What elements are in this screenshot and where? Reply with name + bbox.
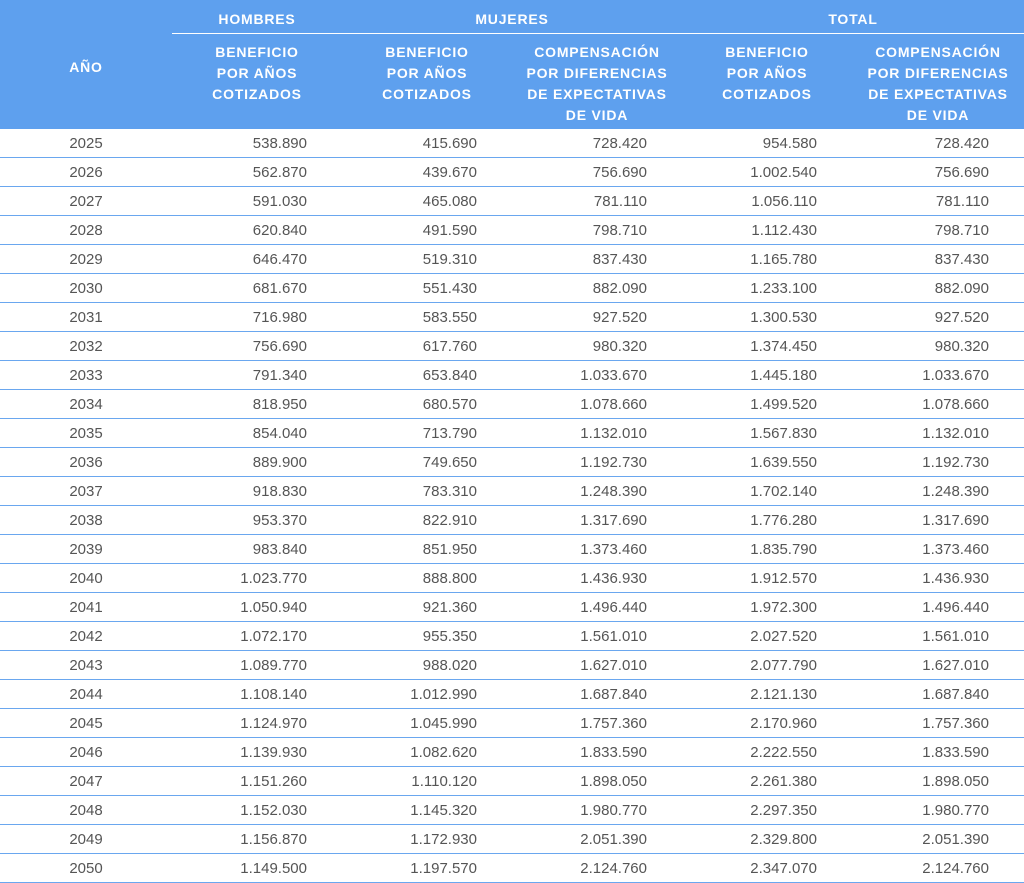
cell-men-benefit: 538.890 xyxy=(172,129,342,158)
cell-year: 2047 xyxy=(0,767,172,796)
cell-women-compensation: 1.192.730 xyxy=(512,448,682,477)
cell-total-compensation: 1.078.660 xyxy=(852,390,1024,419)
cell-year: 2049 xyxy=(0,825,172,854)
cell-women-compensation: 1.496.440 xyxy=(512,593,682,622)
table-row xyxy=(0,187,1024,216)
table-row xyxy=(0,767,1024,796)
cell-year: 2028 xyxy=(0,216,172,245)
cell-total-compensation: 882.090 xyxy=(852,274,1024,303)
cell-total-benefit: 2.261.380 xyxy=(682,767,852,796)
cell-men-benefit: 1.072.170 xyxy=(172,622,342,651)
cell-men-benefit: 854.040 xyxy=(172,419,342,448)
cell-year: 2044 xyxy=(0,680,172,709)
cell-total-benefit: 1.002.540 xyxy=(682,158,852,187)
table-row xyxy=(0,477,1024,506)
cell-year: 2048 xyxy=(0,796,172,825)
cell-women-compensation: 980.320 xyxy=(512,332,682,361)
cell-women-benefit: 415.690 xyxy=(342,129,512,158)
cell-women-compensation: 1.561.010 xyxy=(512,622,682,651)
cell-men-benefit: 716.980 xyxy=(172,303,342,332)
cell-total-compensation: 798.710 xyxy=(852,216,1024,245)
cell-women-compensation: 798.710 xyxy=(512,216,682,245)
cell-total-compensation: 980.320 xyxy=(852,332,1024,361)
table-header xyxy=(0,0,1024,129)
table-row xyxy=(0,709,1024,738)
cell-year: 2037 xyxy=(0,477,172,506)
cell-men-benefit: 1.108.140 xyxy=(172,680,342,709)
cell-total-benefit: 1.056.110 xyxy=(682,187,852,216)
header-line: DE EXPECTATIVAS xyxy=(868,86,1008,102)
cell-total-benefit: 1.374.450 xyxy=(682,332,852,361)
table-row xyxy=(0,216,1024,245)
table-row xyxy=(0,245,1024,274)
cell-total-compensation: 1.248.390 xyxy=(852,477,1024,506)
header-line: POR AÑOS xyxy=(386,65,468,81)
cell-total-compensation: 756.690 xyxy=(852,158,1024,187)
table-row xyxy=(0,390,1024,419)
cell-women-compensation: 1.627.010 xyxy=(512,651,682,680)
cell-total-compensation: 781.110 xyxy=(852,187,1024,216)
cell-men-benefit: 889.900 xyxy=(172,448,342,477)
cell-women-compensation: 1.687.840 xyxy=(512,680,682,709)
cell-men-benefit: 1.124.970 xyxy=(172,709,342,738)
header-line: POR DIFERENCIAS xyxy=(867,65,1009,81)
cell-women-benefit: 465.080 xyxy=(342,187,512,216)
cell-total-compensation: 1.833.590 xyxy=(852,738,1024,767)
header-line: POR AÑOS xyxy=(216,65,298,81)
cell-women-compensation: 1.078.660 xyxy=(512,390,682,419)
header-line: BENEFICIO xyxy=(725,44,809,60)
header-divider xyxy=(172,33,1024,34)
cell-women-compensation: 781.110 xyxy=(512,187,682,216)
cell-women-benefit: 1.197.570 xyxy=(342,854,512,883)
cell-women-benefit: 617.760 xyxy=(342,332,512,361)
table-row xyxy=(0,622,1024,651)
cell-total-compensation: 927.520 xyxy=(852,303,1024,332)
cell-women-benefit: 439.670 xyxy=(342,158,512,187)
header-line: COTIZADOS xyxy=(722,86,812,102)
cell-women-benefit: 519.310 xyxy=(342,245,512,274)
cell-year: 2039 xyxy=(0,535,172,564)
cell-women-compensation: 1.132.010 xyxy=(512,419,682,448)
cell-total-benefit: 1.702.140 xyxy=(682,477,852,506)
column-header-women-compensation xyxy=(512,42,682,126)
cell-total-compensation: 1.373.460 xyxy=(852,535,1024,564)
cell-men-benefit: 791.340 xyxy=(172,361,342,390)
cell-women-benefit: 653.840 xyxy=(342,361,512,390)
cell-women-compensation: 927.520 xyxy=(512,303,682,332)
table-row xyxy=(0,535,1024,564)
group-header-men: HOMBRES xyxy=(218,11,296,27)
cell-total-benefit: 2.170.960 xyxy=(682,709,852,738)
cell-men-benefit: 983.840 xyxy=(172,535,342,564)
header-line: COMPENSACIÓN xyxy=(534,44,660,60)
cell-total-compensation: 1.898.050 xyxy=(852,767,1024,796)
cell-total-compensation: 1.627.010 xyxy=(852,651,1024,680)
header-line: DE VIDA xyxy=(565,107,629,123)
cell-men-benefit: 918.830 xyxy=(172,477,342,506)
cell-women-benefit: 988.020 xyxy=(342,651,512,680)
column-header-total-compensation xyxy=(852,42,1024,126)
cell-women-benefit: 921.360 xyxy=(342,593,512,622)
cell-men-benefit: 1.089.770 xyxy=(172,651,342,680)
cell-women-benefit: 955.350 xyxy=(342,622,512,651)
column-header-women-benefit xyxy=(342,42,512,105)
cell-total-compensation: 1.561.010 xyxy=(852,622,1024,651)
cell-year: 2045 xyxy=(0,709,172,738)
cell-men-benefit: 591.030 xyxy=(172,187,342,216)
cell-total-benefit: 1.112.430 xyxy=(682,216,852,245)
cell-women-compensation: 1.980.770 xyxy=(512,796,682,825)
cell-total-benefit: 1.300.530 xyxy=(682,303,852,332)
cell-year: 2025 xyxy=(0,129,172,158)
cell-men-benefit: 1.050.940 xyxy=(172,593,342,622)
cell-men-benefit: 1.139.930 xyxy=(172,738,342,767)
cell-women-compensation: 1.248.390 xyxy=(512,477,682,506)
cell-year: 2026 xyxy=(0,158,172,187)
cell-total-compensation: 2.051.390 xyxy=(852,825,1024,854)
cell-women-compensation: 1.898.050 xyxy=(512,767,682,796)
cell-men-benefit: 1.152.030 xyxy=(172,796,342,825)
group-header-total: TOTAL xyxy=(828,11,878,27)
cell-men-benefit: 1.156.870 xyxy=(172,825,342,854)
data-table xyxy=(0,129,1024,883)
cell-total-benefit: 1.972.300 xyxy=(682,593,852,622)
table-row xyxy=(0,158,1024,187)
cell-women-benefit: 680.570 xyxy=(342,390,512,419)
table-row xyxy=(0,593,1024,622)
cell-women-benefit: 1.012.990 xyxy=(342,680,512,709)
cell-total-compensation: 1.033.670 xyxy=(852,361,1024,390)
group-header-women: MUJERES xyxy=(475,11,549,27)
cell-total-benefit: 2.222.550 xyxy=(682,738,852,767)
table-row xyxy=(0,825,1024,854)
cell-total-compensation: 837.430 xyxy=(852,245,1024,274)
cell-year: 2035 xyxy=(0,419,172,448)
cell-total-compensation: 1.980.770 xyxy=(852,796,1024,825)
cell-total-benefit: 1.776.280 xyxy=(682,506,852,535)
cell-total-benefit: 1.835.790 xyxy=(682,535,852,564)
table-body xyxy=(0,129,1024,883)
cell-women-benefit: 851.950 xyxy=(342,535,512,564)
cell-women-benefit: 1.045.990 xyxy=(342,709,512,738)
cell-total-compensation: 1.436.930 xyxy=(852,564,1024,593)
cell-men-benefit: 1.023.770 xyxy=(172,564,342,593)
cell-total-benefit: 1.233.100 xyxy=(682,274,852,303)
cell-women-benefit: 1.110.120 xyxy=(342,767,512,796)
cell-women-benefit: 713.790 xyxy=(342,419,512,448)
column-header-total-benefit xyxy=(682,42,852,105)
header-line: COMPENSACIÓN xyxy=(875,44,1001,60)
cell-women-benefit: 783.310 xyxy=(342,477,512,506)
cell-total-benefit: 1.499.520 xyxy=(682,390,852,419)
table-row xyxy=(0,332,1024,361)
cell-total-benefit: 1.912.570 xyxy=(682,564,852,593)
table-row xyxy=(0,651,1024,680)
cell-women-compensation: 1.373.460 xyxy=(512,535,682,564)
table-row xyxy=(0,361,1024,390)
cell-women-compensation: 1.317.690 xyxy=(512,506,682,535)
cell-women-compensation: 2.051.390 xyxy=(512,825,682,854)
cell-women-compensation: 2.124.760 xyxy=(512,854,682,883)
cell-women-benefit: 822.910 xyxy=(342,506,512,535)
cell-total-benefit: 2.347.070 xyxy=(682,854,852,883)
table-row xyxy=(0,303,1024,332)
cell-year: 2042 xyxy=(0,622,172,651)
cell-women-compensation: 1.033.670 xyxy=(512,361,682,390)
cell-women-compensation: 1.833.590 xyxy=(512,738,682,767)
cell-men-benefit: 1.151.260 xyxy=(172,767,342,796)
cell-year: 2043 xyxy=(0,651,172,680)
cell-women-benefit: 1.145.320 xyxy=(342,796,512,825)
cell-year: 2036 xyxy=(0,448,172,477)
cell-year: 2046 xyxy=(0,738,172,767)
cell-total-benefit: 2.297.350 xyxy=(682,796,852,825)
cell-year: 2034 xyxy=(0,390,172,419)
cell-year: 2038 xyxy=(0,506,172,535)
header-line: COTIZADOS xyxy=(382,86,472,102)
cell-total-compensation: 1.192.730 xyxy=(852,448,1024,477)
cell-year: 2041 xyxy=(0,593,172,622)
cell-women-compensation: 882.090 xyxy=(512,274,682,303)
cell-men-benefit: 953.370 xyxy=(172,506,342,535)
cell-women-compensation: 1.436.930 xyxy=(512,564,682,593)
cell-women-benefit: 1.082.620 xyxy=(342,738,512,767)
header-line: POR DIFERENCIAS xyxy=(526,65,668,81)
cell-total-benefit: 2.077.790 xyxy=(682,651,852,680)
cell-year: 2032 xyxy=(0,332,172,361)
table-row xyxy=(0,680,1024,709)
cell-total-benefit: 1.567.830 xyxy=(682,419,852,448)
column-header-men-benefit xyxy=(172,42,342,105)
column-header-year: AÑO xyxy=(69,59,103,75)
cell-year: 2027 xyxy=(0,187,172,216)
table-row xyxy=(0,129,1024,158)
table-row xyxy=(0,854,1024,883)
cell-total-compensation: 1.317.690 xyxy=(852,506,1024,535)
cell-men-benefit: 620.840 xyxy=(172,216,342,245)
header-line: COTIZADOS xyxy=(212,86,302,102)
header-line: DE EXPECTATIVAS xyxy=(527,86,667,102)
cell-total-benefit: 2.329.800 xyxy=(682,825,852,854)
cell-total-benefit: 1.639.550 xyxy=(682,448,852,477)
cell-men-benefit: 681.670 xyxy=(172,274,342,303)
table-row xyxy=(0,419,1024,448)
table-row xyxy=(0,564,1024,593)
cell-men-benefit: 562.870 xyxy=(172,158,342,187)
header-line: BENEFICIO xyxy=(385,44,469,60)
cell-total-benefit: 954.580 xyxy=(682,129,852,158)
cell-year: 2050 xyxy=(0,854,172,883)
cell-women-benefit: 491.590 xyxy=(342,216,512,245)
cell-men-benefit: 818.950 xyxy=(172,390,342,419)
table-row xyxy=(0,506,1024,535)
cell-total-compensation: 2.124.760 xyxy=(852,854,1024,883)
cell-women-benefit: 551.430 xyxy=(342,274,512,303)
cell-total-benefit: 1.445.180 xyxy=(682,361,852,390)
cell-women-benefit: 1.172.930 xyxy=(342,825,512,854)
cell-women-benefit: 888.800 xyxy=(342,564,512,593)
table-row xyxy=(0,448,1024,477)
cell-year: 2040 xyxy=(0,564,172,593)
cell-year: 2029 xyxy=(0,245,172,274)
table-row xyxy=(0,274,1024,303)
cell-total-benefit: 2.121.130 xyxy=(682,680,852,709)
cell-year: 2033 xyxy=(0,361,172,390)
table-row xyxy=(0,796,1024,825)
cell-women-compensation: 756.690 xyxy=(512,158,682,187)
table-row xyxy=(0,738,1024,767)
cell-total-compensation: 1.132.010 xyxy=(852,419,1024,448)
cell-total-compensation: 1.687.840 xyxy=(852,680,1024,709)
cell-women-benefit: 749.650 xyxy=(342,448,512,477)
cell-women-compensation: 728.420 xyxy=(512,129,682,158)
cell-men-benefit: 1.149.500 xyxy=(172,854,342,883)
cell-year: 2030 xyxy=(0,274,172,303)
cell-total-benefit: 1.165.780 xyxy=(682,245,852,274)
header-line: BENEFICIO xyxy=(215,44,299,60)
cell-women-benefit: 583.550 xyxy=(342,303,512,332)
cell-year: 2031 xyxy=(0,303,172,332)
cell-total-compensation: 1.496.440 xyxy=(852,593,1024,622)
cell-total-benefit: 2.027.520 xyxy=(682,622,852,651)
header-line: POR AÑOS xyxy=(726,65,808,81)
cell-total-compensation: 1.757.360 xyxy=(852,709,1024,738)
cell-men-benefit: 646.470 xyxy=(172,245,342,274)
cell-women-compensation: 837.430 xyxy=(512,245,682,274)
header-line: DE VIDA xyxy=(906,107,970,123)
cell-men-benefit: 756.690 xyxy=(172,332,342,361)
cell-total-compensation: 728.420 xyxy=(852,129,1024,158)
cell-women-compensation: 1.757.360 xyxy=(512,709,682,738)
